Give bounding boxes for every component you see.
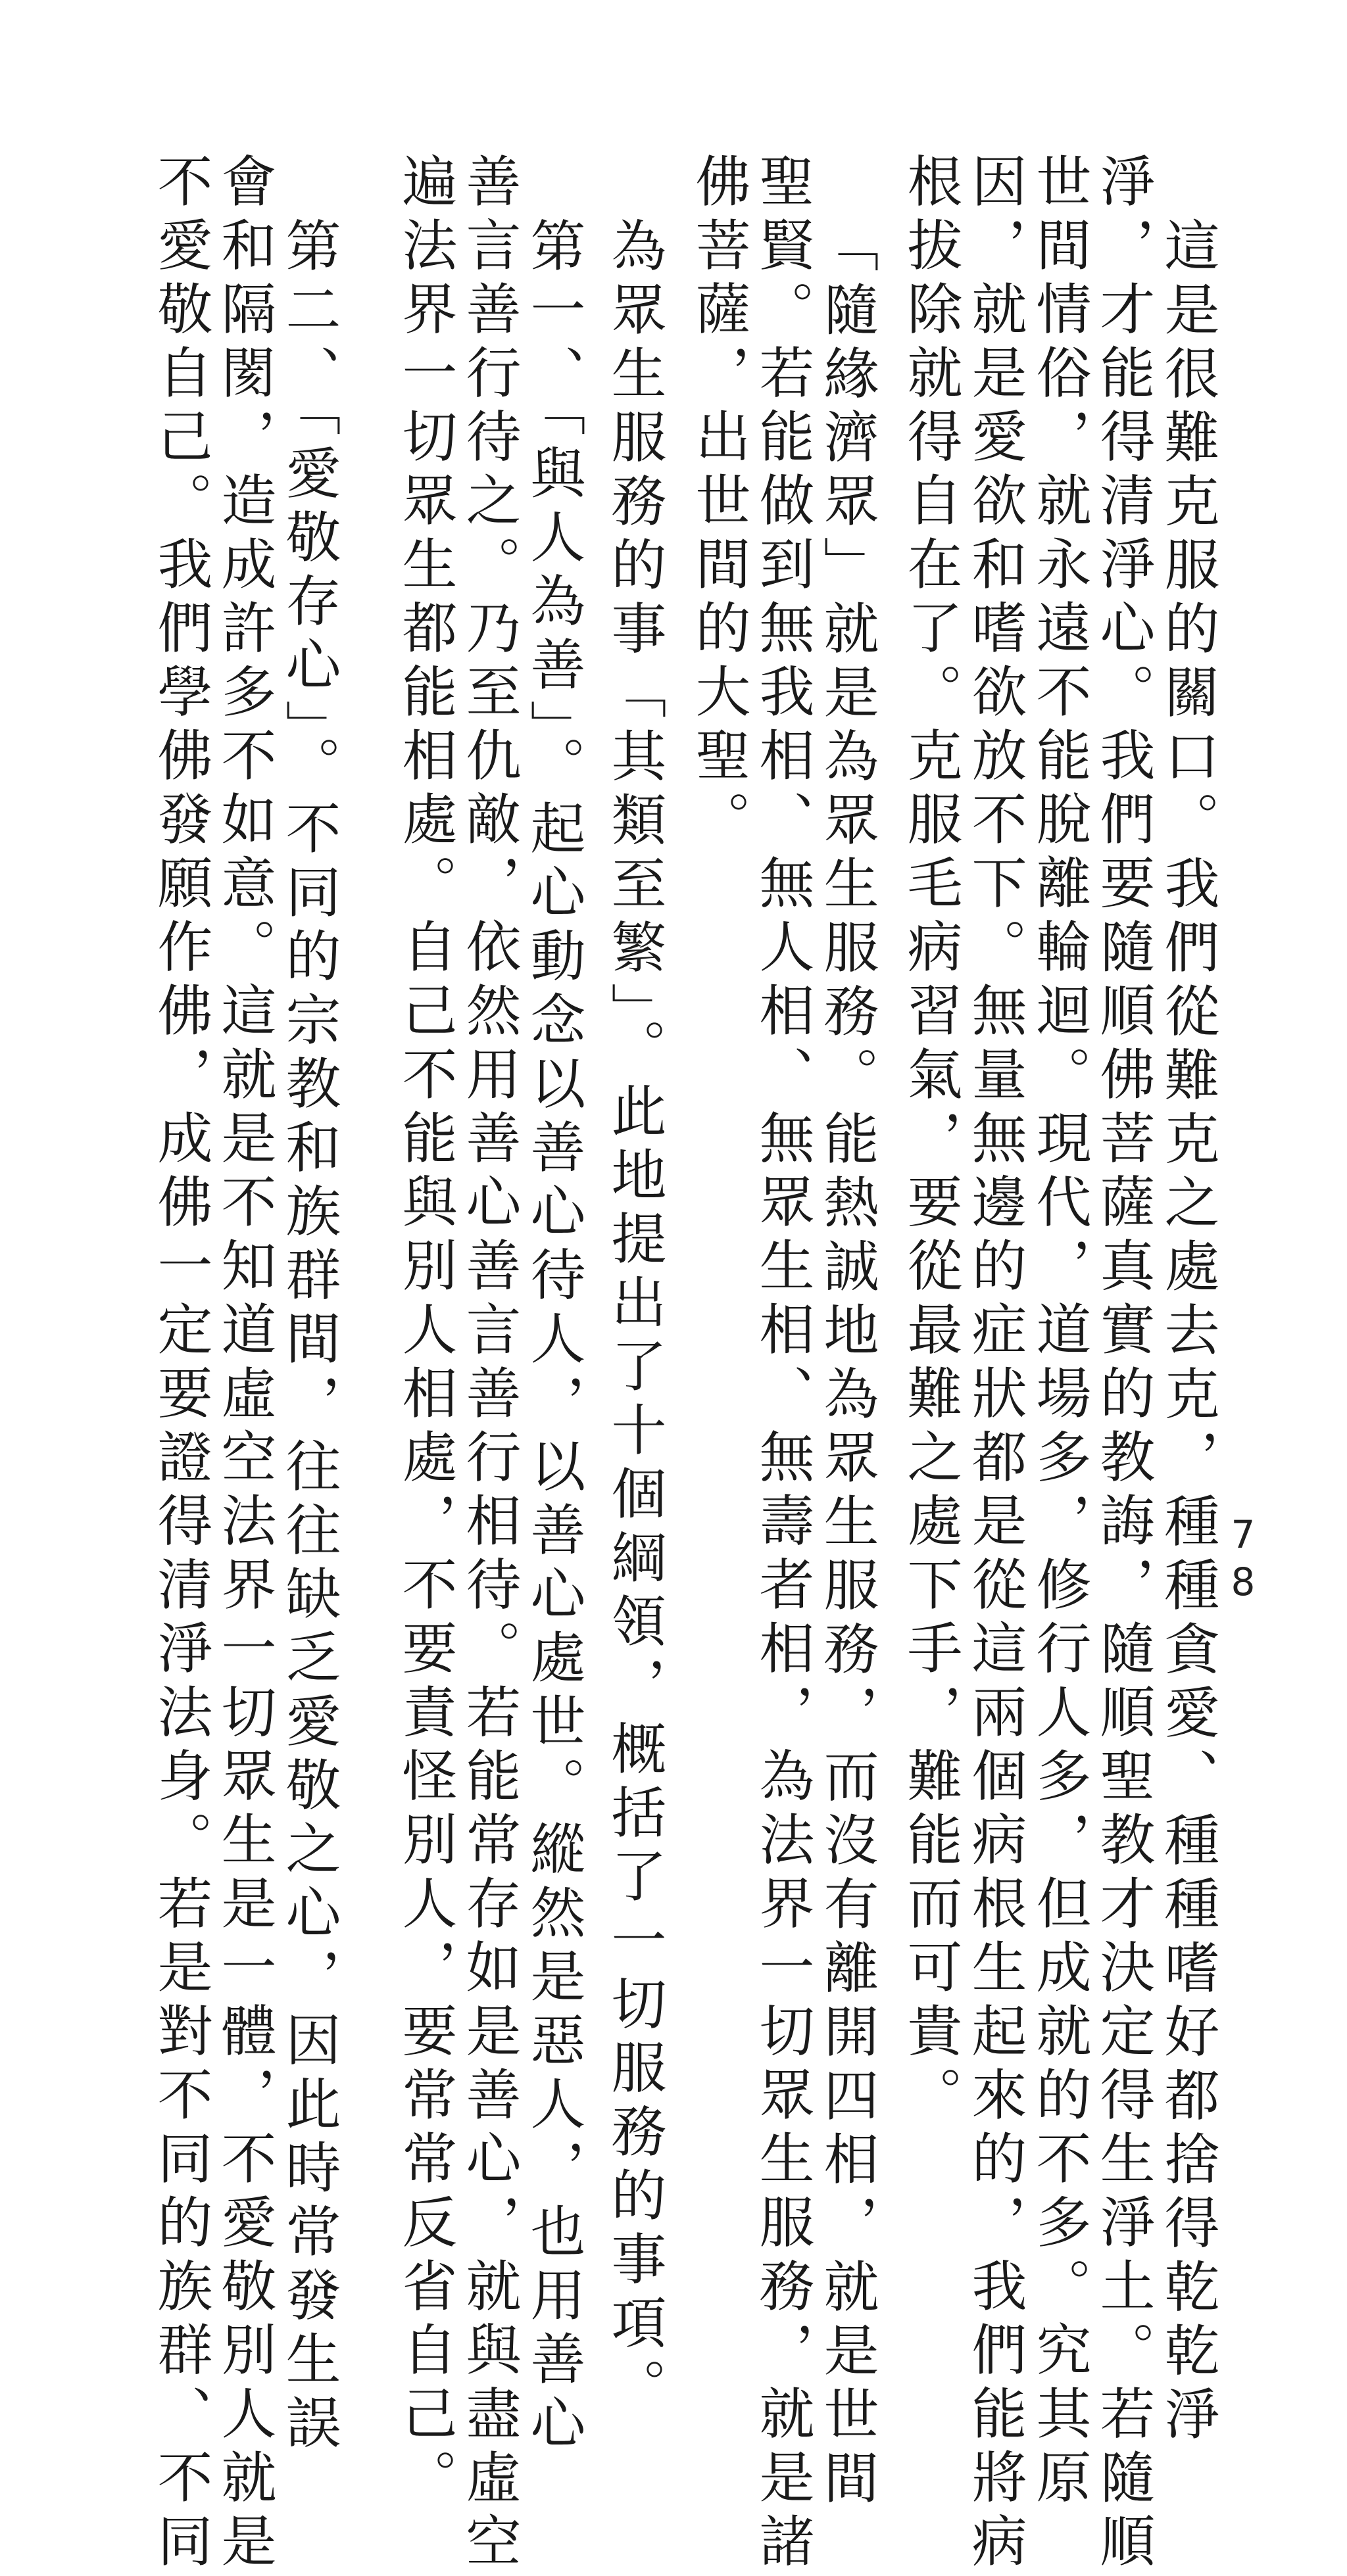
page-number: 78 xyxy=(1221,1512,1265,1607)
text-column-12: 遍法界一切眾生都能相處。自己不能與別人相處，不要責怪別人，要常常反省自己。 xyxy=(393,153,458,2512)
text-column-13: 第二、「愛敬存心」。不同的宗教和族群間，往往缺乏愛敬之心，因此時常發生誤 xyxy=(277,217,341,2458)
text-column-5: 根拔除就得自在了。克服毛病習氣，要從最難之處下手，難能而可貴。 xyxy=(898,153,963,2130)
text-column-6: 「隨緣濟眾」就是為眾生服務。能熱誠地為眾生服務，而沒有離開四相，就是世間 xyxy=(815,217,879,2513)
text-column-9: 為眾生服務的事「其類至繁」。此地提出了十個綱領，概括了一切服務的事項。 xyxy=(602,217,667,2421)
text-column-4: 因，就是愛欲和嗜欲放不下。無量無邊的症狀都是從這兩個病根生起來的，我們能將病 xyxy=(963,153,1027,2576)
text-column-1: 這是很難克服的關口。我們從難克之處去克，種種貪愛、種種嗜好都捨得乾乾淨 xyxy=(1156,217,1220,2449)
text-column-15: 不愛敬自己。我們學佛發願作佛，成佛一定要證得清淨法身。若是對不同的族群、不同 xyxy=(149,153,213,2576)
text-column-8: 佛菩薩，出世間的大聖。 xyxy=(687,153,751,854)
text-column-2: 淨，才能得清淨心。我們要隨順佛菩薩真實的教誨，隨順聖教才決定得生淨土。若隨順 xyxy=(1091,153,1156,2576)
text-column-14: 會和隔閡，造成許多不如意。這就是不知道虛空法界一切眾生是一體，不愛敬別人就是 xyxy=(212,153,277,2576)
text-column-3: 世間情俗，就永遠不能脫離輪迴。現代，道場多，修行人多，但成就的不多。究其原 xyxy=(1027,153,1092,2512)
text-column-11: 善言善行待之。乃至仇敵，依然用善心善言善行相待。若能常存如是善心，就與盡虛空 xyxy=(457,153,522,2576)
text-column-10: 第一、「與人為善」。起心動念以善心待人，以善心處世。縱然是惡人，也用善心 xyxy=(522,217,586,2458)
text-column-7: 聖賢。若能做到無我相、無人相、無眾生相、無壽者相，為法界一切眾生服務，就是諸 xyxy=(750,153,815,2576)
